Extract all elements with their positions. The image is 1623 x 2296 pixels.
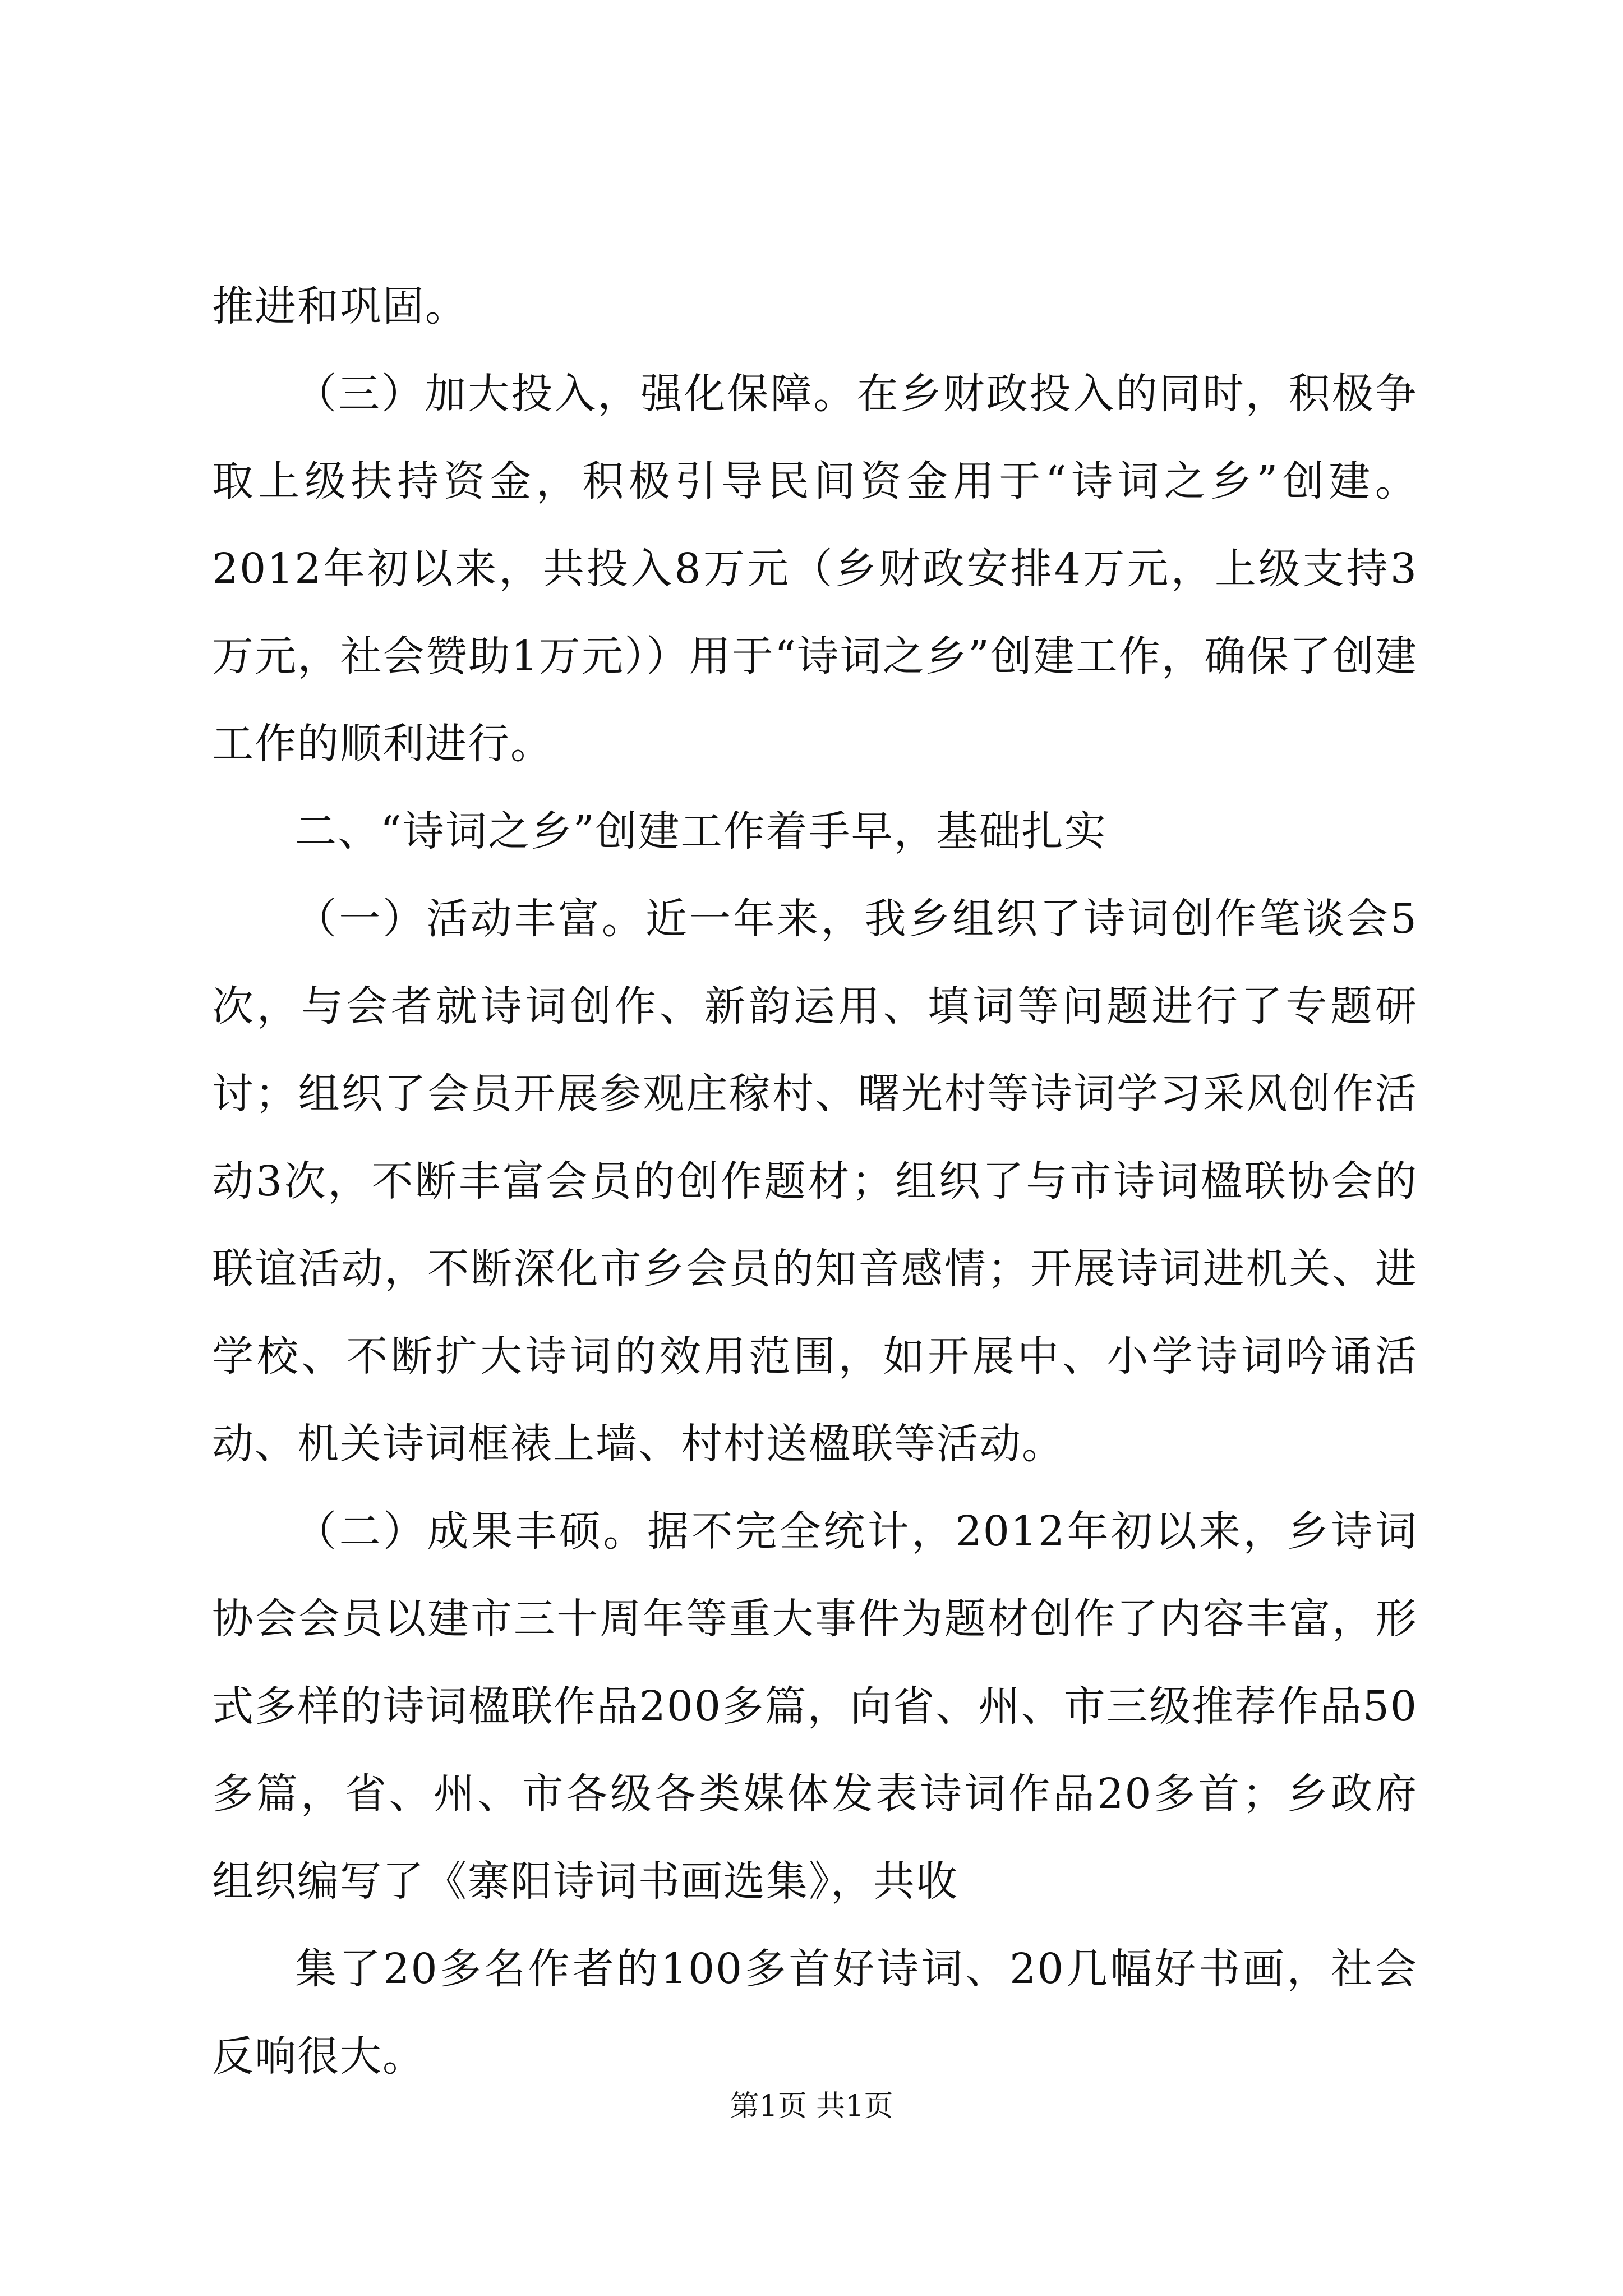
page-footer: 第1页 共1页 — [730, 2090, 893, 2123]
section-heading: 二、“诗词之乡”创建工作着手早，基础扎实 — [295, 807, 1107, 855]
paragraph-1: 推进和巩固。 — [212, 282, 468, 330]
paragraph-5: （二）成果丰硕。据不完全统计，2012年初以来，乡诗词协会会员以建市三十周年等重大事件为题材创作了内容丰富，形式多样的诗词楹联作品200多篇，向省、州、市三级推荐作品50多篇，省、州、市各级各类媒体发表诗词作品20多首；乡政府组织编写了《寨阳诗词书画选集》，共收 — [212, 1507, 1418, 1906]
paragraph-6: 集了20多名作者的100多首好诗词、20几幅好书画，社会反响很大。 — [212, 1945, 1418, 2081]
paragraph-4: （一）活动丰富。近一年来，我乡组织了诗词创作笔谈会5次，与会者就诗词创作、新韵运用、填词等问题进行了专题研讨；组织了会员开展参观庄稼村、曙光村等诗词学习采风创作活动3次，不断丰富会员的创作题材；组织了与市诗词楹联协会的联谊活动，不断深化市乡会员的知音感情；开展诗词进机关、进学校、不断扩大诗词的效用范围，如开展中、小学诗词吟诵活动、机关诗词框裱上墙、村村送楹联等活动。 — [212, 895, 1418, 1468]
document-body — [212, 263, 1418, 2100]
paragraph-2: （三）加大投入，强化保障。在乡财政投入的同时，积极争取上级扶持资金，积极引导民间资金用于“诗词之乡”创建。2012年初以来，共投入8万元（乡财政安排4万元，上级支持3万元，社会赞助1万元））用于“诗词之乡”创建工作，确保了创建工作的顺利进行。 — [212, 370, 1418, 768]
